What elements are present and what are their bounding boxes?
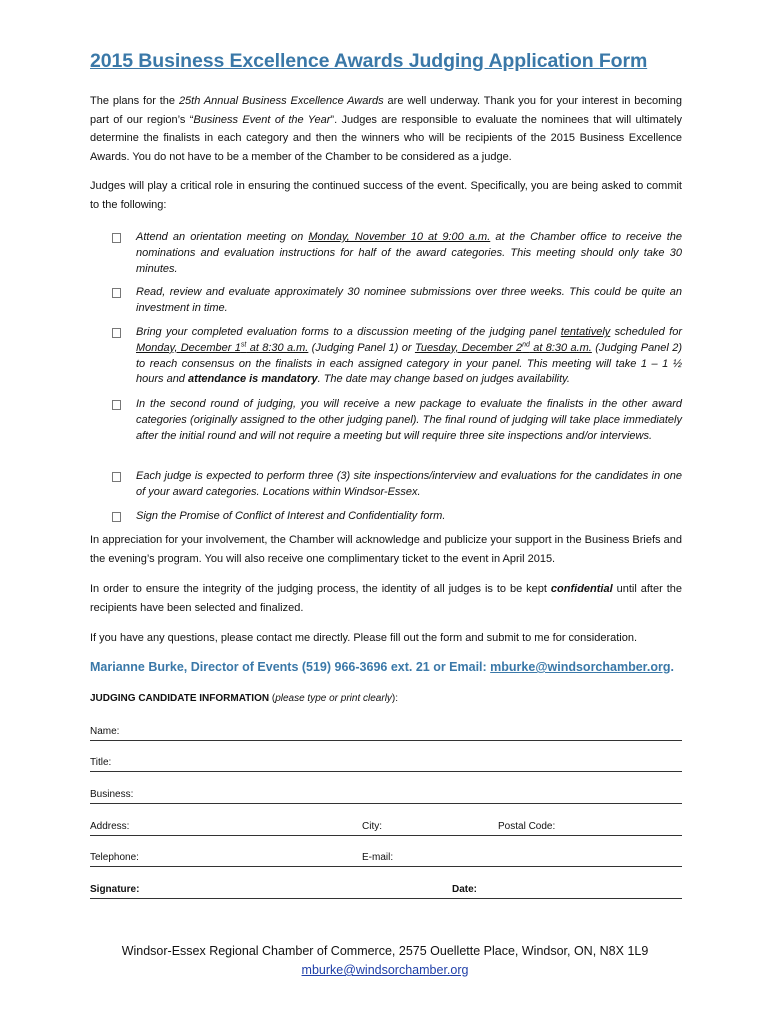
name-label: Name: [90, 726, 120, 737]
ordinal-suffix: nd [522, 341, 530, 349]
address-label: Address: [90, 821, 130, 832]
body-text: until after the recipients have been selected and finalized. [90, 583, 682, 614]
note-paren: ( [269, 693, 276, 704]
footer-email-link[interactable]: mburke@windsorchamber.org [301, 963, 469, 977]
body-text: In order to ensure the integrity of the judging process, the identity of all judges is to be kept [90, 583, 551, 595]
email-label: E-mail: [362, 852, 394, 863]
telephone-label: Telephone: [90, 852, 139, 863]
bullet-text: Each judge is expected to perform three (3) site inspections/interview and evaluations for the candidates in one of your award categories. Locations within Windsor-Essex. [136, 470, 682, 498]
name-field[interactable] [90, 720, 682, 741]
telephone-row[interactable] [90, 846, 682, 867]
event-name: 25th Annual Business Excellence Awards [178, 95, 384, 107]
confidential-text: confidential [550, 583, 613, 595]
footer [0, 942, 770, 980]
form-heading: JUDGING CANDIDATE INFORMATION [90, 693, 270, 704]
signature-label: Signature: [90, 884, 140, 895]
bullet-text: Read, review and evaluate approximately 30 nominee submissions over three weeks. This could be quite an investment in time. [136, 286, 682, 314]
footer-address: Windsor-Essex Regional Chamber of Commerce, 2575 Ouellette Place, Windsor, ON, N8X 1L9 [121, 944, 649, 958]
city-label: City: [362, 821, 382, 832]
bullet-item [112, 469, 682, 501]
signature-row[interactable] [90, 878, 682, 899]
intro-paragraph [90, 92, 682, 166]
date-label: Date: [452, 884, 478, 895]
bullet-text: . The date may change based on judges availability. [317, 373, 570, 386]
bullet-text: (Judging Panel 1) or [308, 341, 415, 354]
intro-text: are well underway. Thank you for your interest in becoming part of our region’s “ [90, 95, 682, 126]
checkbox-bullet-icon [112, 472, 121, 482]
ordinal-suffix: st [240, 341, 247, 349]
bullet-item [112, 230, 682, 277]
intro-text: ”. Judges are responsible to evaluate the nominees that will ultimately determine the finalists in each category and then the winners who will be recipients of the 2015 Business Excellence Awards. You do not have to be a member of the Chamber to be considered as a judge. [90, 113, 682, 163]
orientation-date: Monday, November 10 at 9:00 a.m. [308, 231, 491, 243]
address-row[interactable] [90, 815, 682, 836]
checkbox-bullet-icon [112, 233, 121, 243]
commitment-paragraph: Judges will play a critical role in ensuring the continued success of the event. Specifically, you are being asked to commit to the following: [90, 180, 682, 211]
bullet-text: scheduled for [610, 326, 682, 338]
panel2-date: Tuesday, December 2 [414, 341, 523, 354]
bullet-text: In the second round of judging, you will receive a new package to evaluate the finalists in the other award categories (originally assigned to the other judging panel). The final round of judging will take place immediately after the initial round and will not require a meeting but will require three site inspections and/or interviews. [136, 398, 682, 442]
bullet-item [112, 509, 682, 525]
checkbox-bullet-icon [112, 288, 121, 298]
business-label: Business: [90, 789, 134, 800]
bullet-item [112, 397, 682, 444]
bullet-item [112, 285, 682, 317]
bullet-text: Attend an orientation meeting on [136, 231, 309, 243]
event-slogan: Business Event of the Year [193, 113, 331, 126]
contact-email-link[interactable]: mburke@windsorchamber.org [490, 660, 671, 674]
panel2-time: at 8:30 a.m. [529, 341, 592, 354]
questions-paragraph: If you have any questions, please contact me directly. Please fill out the form and submit to me for consideration. [90, 632, 638, 644]
bullet-text: at the Chamber office to receive the nominations and evaluation instructions for half of the award categories. This meeting should only take 30 minutes. [136, 231, 682, 275]
page-title: 2015 Business Excellence Awards Judging Application Form [90, 50, 648, 72]
title-field[interactable] [90, 751, 682, 772]
panel1-date: Monday, December 1 [136, 341, 241, 354]
postal-code-label: Postal Code: [498, 821, 556, 832]
intro-text: The plans for the [90, 95, 179, 107]
checkbox-bullet-icon [112, 512, 121, 522]
contact-line [90, 660, 674, 674]
business-field[interactable] [90, 783, 682, 804]
panel1-time: at 8:30 a.m. [246, 341, 309, 354]
bullet-text: Bring your completed evaluation forms to a discussion meeting of the judging panel [136, 326, 561, 338]
bullet-item [112, 325, 682, 388]
form-heading-note: please type or print clearly [275, 693, 392, 704]
contact-period: . [670, 660, 674, 674]
appreciation-paragraph: In appreciation for your involvement, the Chamber will acknowledge and publicize your support in the Business Briefs and the evening’s program. You will also receive one complimentary ticket to the event in April 2015. [90, 534, 682, 565]
tentatively-text: tentatively [560, 326, 611, 338]
confidentiality-paragraph [90, 580, 682, 617]
candidate-info-heading [90, 693, 398, 704]
title-label: Title: [90, 757, 112, 768]
note-paren: ): [391, 693, 399, 704]
mandatory-text: attendance is mandatory [187, 373, 318, 386]
bullet-text: Sign the Promise of Conflict of Interest and Confidentiality form. [136, 510, 446, 522]
checkbox-bullet-icon [112, 328, 121, 338]
checkbox-bullet-icon [112, 400, 121, 410]
bullet-text: (Judging Panel 2) to reach consensus on the finalists in each assigned category in your panel. This meeting will take 1 – 1 ½ hours and [136, 341, 682, 386]
contact-text: Marianne Burke, Director of Events (519) 966-3696 ext. 21 or Email: [90, 660, 491, 674]
